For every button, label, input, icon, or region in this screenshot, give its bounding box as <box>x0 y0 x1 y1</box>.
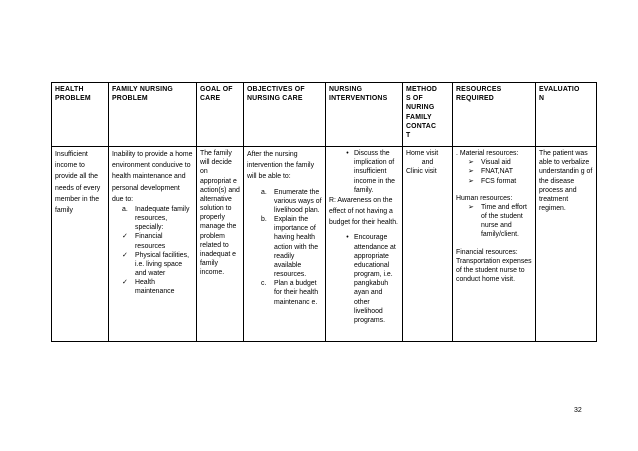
list-item-text: Encourage attendance at appropriate educational program, i.e. pangkabuh ayan and other livelihood programs. <box>354 234 396 324</box>
family-problem-item <box>122 232 193 250</box>
method-line: Home visit <box>406 150 439 157</box>
financial-resources-title: Financial resources: <box>456 248 518 256</box>
list-item-text: Discuss the implication of insufficient income in the family. <box>354 150 395 194</box>
header-label: OBJECTIVES OF NURSING CARE <box>247 86 305 103</box>
family-nursing-problem-cell <box>109 147 197 342</box>
list-item-text: Physical facilities, i.e. living space and water <box>135 251 189 278</box>
method-line: Clinic visit <box>406 168 437 176</box>
methods-cell <box>403 147 453 342</box>
family-problem-item <box>122 251 193 279</box>
header-family-nursing-problem <box>109 83 197 147</box>
header-label: RESOURCES REQUIRED <box>456 86 502 103</box>
financial-resources-text: Transportation expenses of the student nurse to conduct home visit. <box>456 257 532 284</box>
arrow-icon: ➢ <box>468 177 474 185</box>
list-item-text: Explain the importance of having health action with the readily available resources. <box>274 216 319 279</box>
intervention-item <box>329 149 399 195</box>
list-item-text: Visual aid <box>481 159 511 167</box>
list-item-text: Health maintenance <box>135 279 175 296</box>
objective-item <box>261 188 322 216</box>
list-marker: b. <box>261 216 267 224</box>
header-label: HEALTH PROBLEM <box>55 86 91 103</box>
resource-item <box>468 203 532 240</box>
header-label: NURSING INTERVENTIONS <box>329 86 388 103</box>
resource-item <box>468 158 532 167</box>
nursing-care-plan-table <box>51 82 597 342</box>
list-marker: a. <box>261 188 267 196</box>
resource-item <box>468 167 532 176</box>
header-resources <box>453 83 536 147</box>
goal-of-care-cell <box>197 147 244 342</box>
material-resources-title: . Material resources: <box>456 150 519 157</box>
arrow-icon: ➢ <box>468 159 474 167</box>
header-objectives <box>244 83 326 147</box>
health-problem-cell <box>52 147 109 342</box>
checkmark-icon: ✓ <box>122 279 128 287</box>
intervention-rationale: R: Awareness on the effect of not having a budget for their health. <box>329 196 398 227</box>
interventions-cell <box>326 147 403 342</box>
method-line: and <box>421 159 434 167</box>
header-label: GOAL OF CARE <box>200 86 233 103</box>
header-interventions <box>326 83 403 147</box>
family-problem-item <box>122 278 193 296</box>
table-row <box>52 147 597 342</box>
bullet-icon: • <box>346 150 349 157</box>
bullet-icon: • <box>346 234 349 242</box>
arrow-icon: ➢ <box>468 203 474 211</box>
evaluation-cell <box>536 147 597 342</box>
list-item-text: Financial resources <box>135 233 166 250</box>
header-label: METHOD S OF NURING FAMILY CONTAC T <box>406 86 438 139</box>
header-goal-of-care <box>197 83 244 147</box>
resource-item <box>468 177 532 186</box>
header-methods <box>403 83 453 147</box>
resources-cell <box>453 147 536 342</box>
goal-of-care-text: The family will decide on appropriat e action(s) and alternative solution to properly manage the problem related to inadequat e family income. <box>200 150 240 277</box>
evaluation-text: The patient was able to verbalize understandin g of the disease process and treatment regimen. <box>539 150 593 213</box>
list-item-text: Inadequate family resources, specially: <box>135 205 190 232</box>
header-evaluation <box>536 83 597 147</box>
arrow-icon: ➢ <box>468 168 474 176</box>
objective-item <box>261 215 322 279</box>
table-header-row <box>52 83 597 147</box>
list-item-text: FNAT,NAT <box>481 168 513 176</box>
family-problem-item <box>122 205 193 233</box>
human-resources-title: Human resources: <box>456 194 513 202</box>
list-item-text: Plan a budget for their health maintenanc e. <box>274 280 319 306</box>
objectives-intro: After the nursing intervention the family will be able to: <box>247 151 315 181</box>
list-marker: c. <box>261 280 267 288</box>
list-marker: a. <box>122 205 128 213</box>
health-problem-text: Insufficient income to provide all the needs of every member in the family <box>55 151 101 214</box>
header-label: FAMILY NURSING PROBLEM <box>112 86 173 103</box>
family-problem-intro: Inability to provide a home environment conducive to health maintenance and personal development due to: <box>112 151 193 203</box>
intervention-item <box>329 233 399 325</box>
page-number: 32 <box>574 407 582 414</box>
list-item-text: Time and effort of the student nurse and family/client. <box>481 203 527 239</box>
list-item-text: Enumerate the various ways of livelihood plan. <box>274 188 322 214</box>
checkmark-icon: ✓ <box>122 251 128 259</box>
objectives-cell <box>244 147 326 342</box>
checkmark-icon: ✓ <box>122 233 128 241</box>
header-health-problem <box>52 83 109 147</box>
list-item-text: FCS format <box>481 177 517 185</box>
header-label: EVALUATIO N <box>539 86 580 103</box>
objective-item <box>261 279 322 307</box>
